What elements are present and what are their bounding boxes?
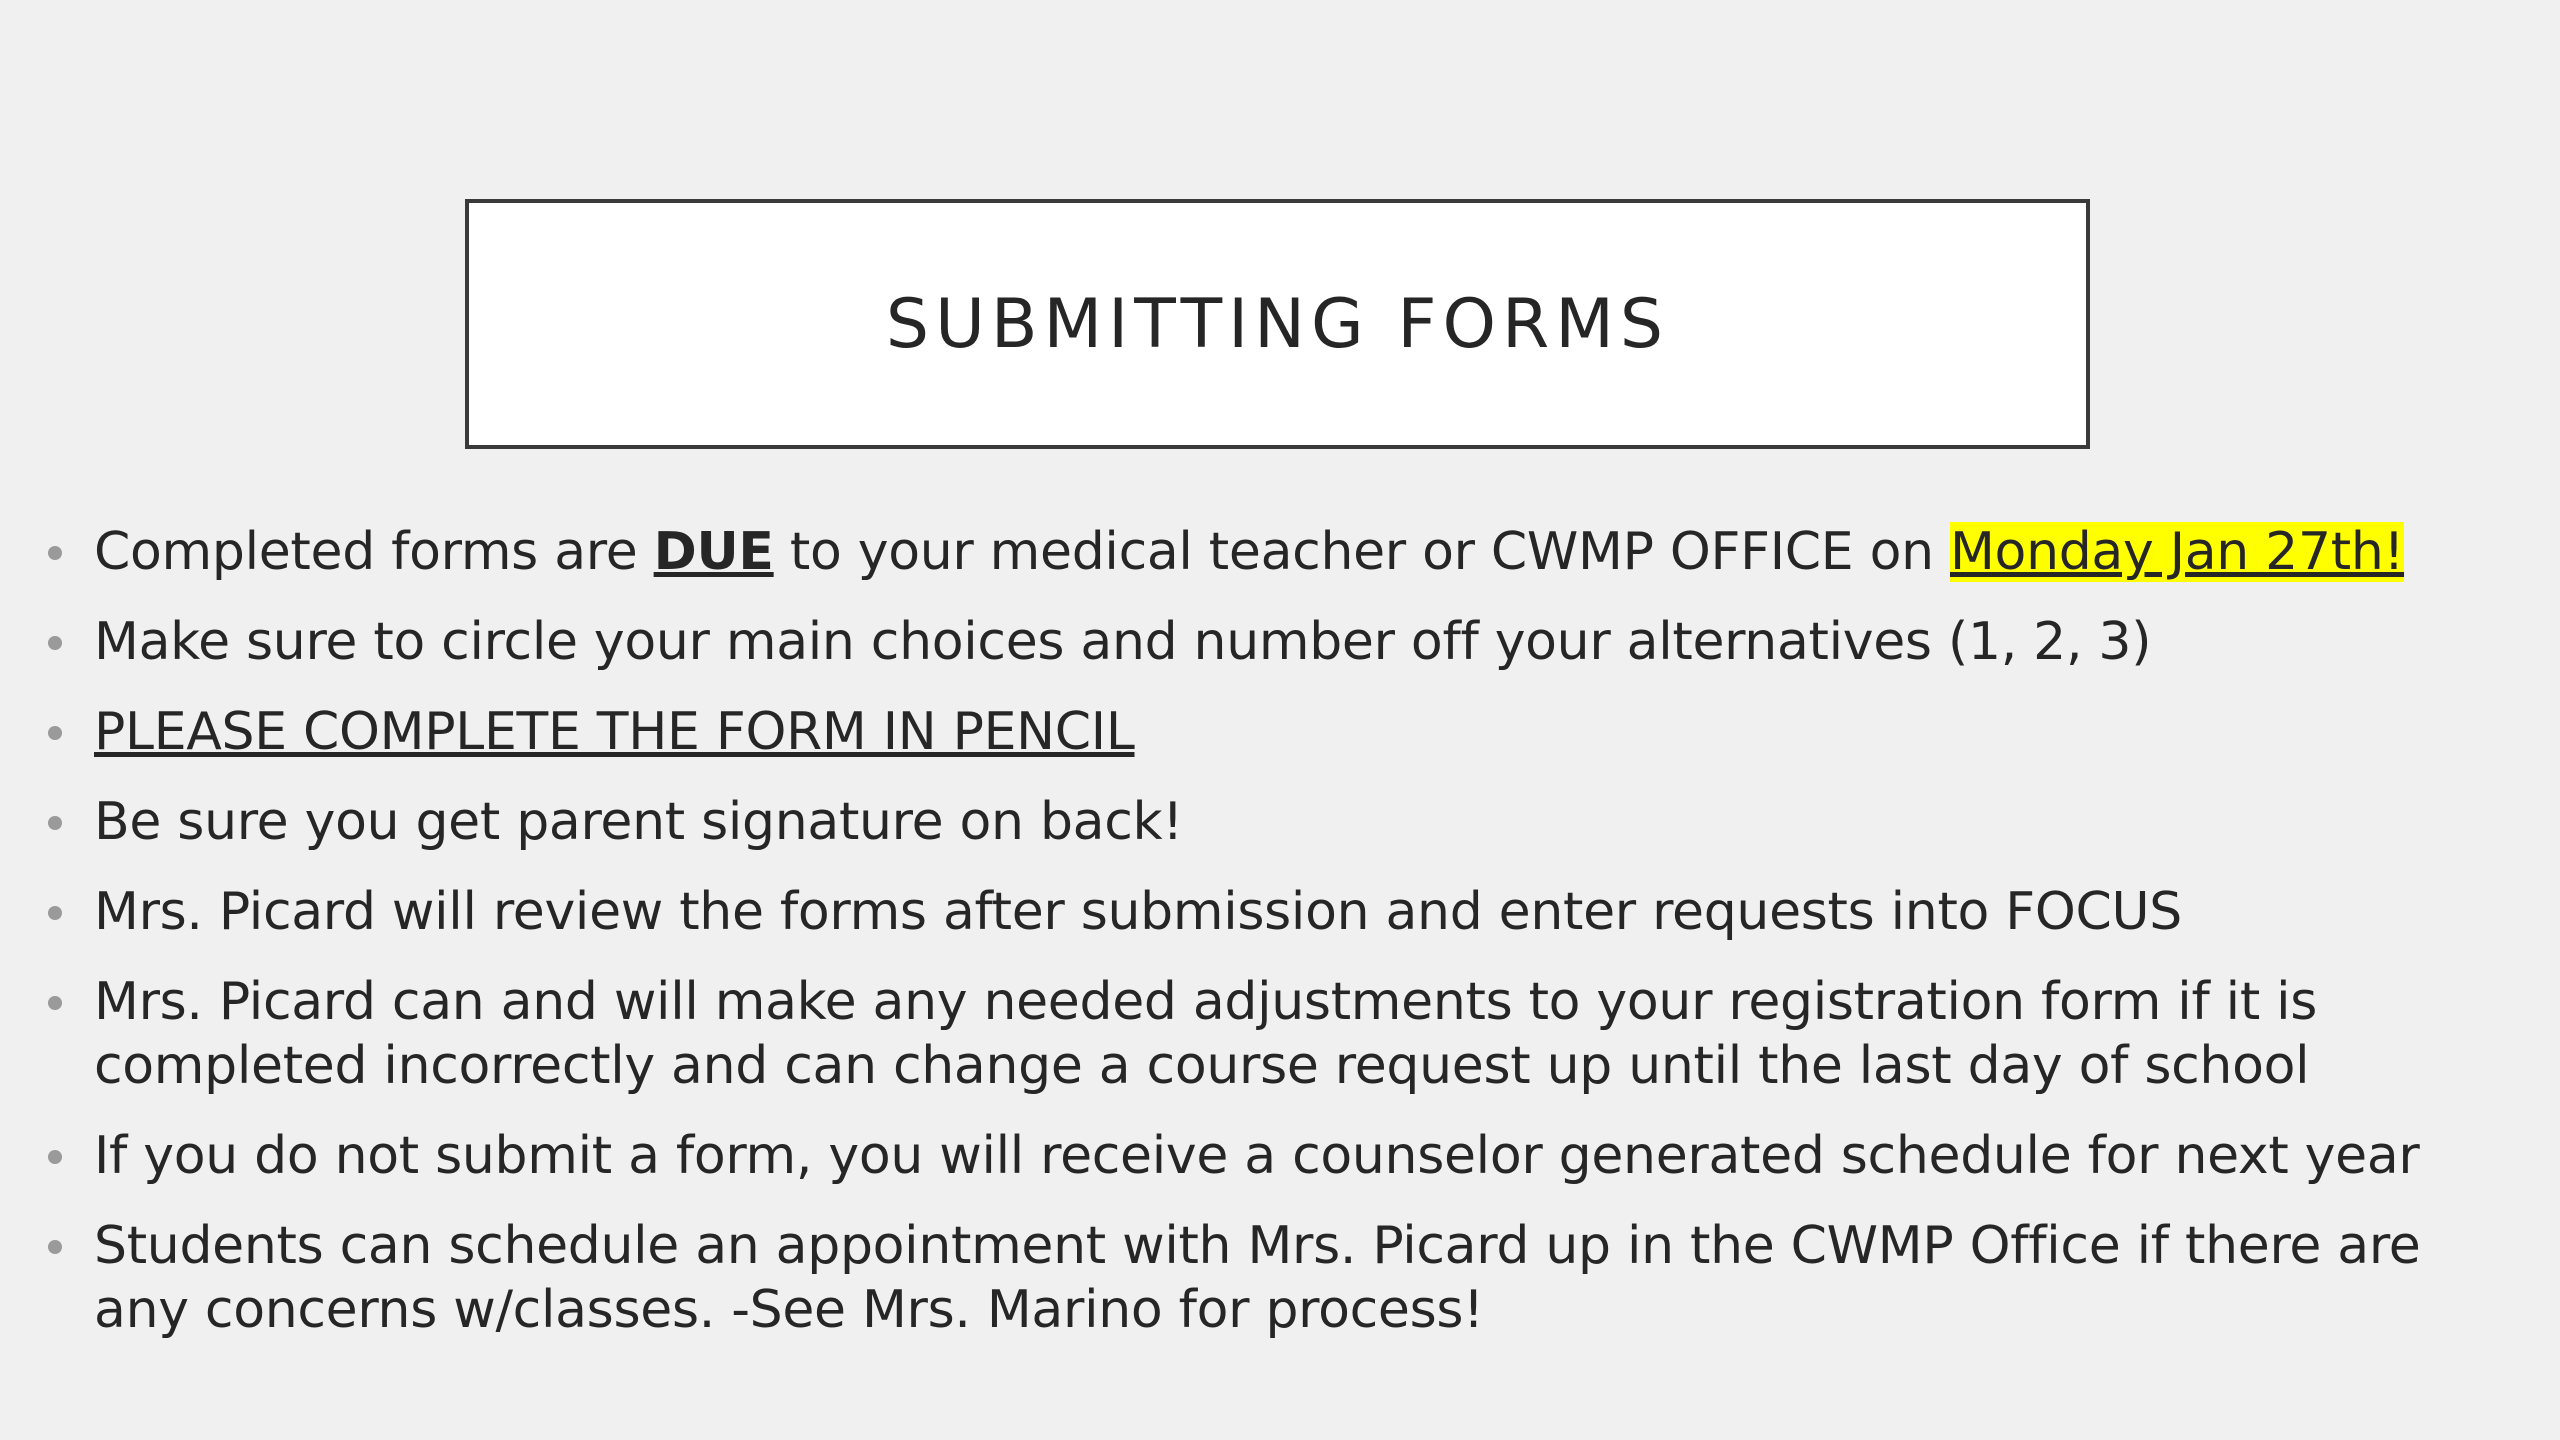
bullet-dot-icon: [48, 1150, 62, 1164]
bullet-item-pencil: [0, 700, 2560, 764]
bullet-text: Be sure you get parent signature on back!: [94, 792, 1183, 852]
bullet-item-appointment: [0, 1214, 2560, 1342]
bullet-text: Completed forms are: [94, 522, 654, 582]
bullet-dot-icon: [48, 636, 62, 650]
bullet-text: Make sure to circle your main choices and number off your alternatives (1, 2, 3): [94, 612, 2152, 672]
bullet-item-parent-signature: [0, 790, 2560, 854]
bullet-list: [0, 520, 2560, 1368]
bullet-dot-icon: [48, 546, 62, 560]
bullet-dot-icon: [48, 996, 62, 1010]
title-box: [465, 199, 2090, 449]
bullet-text: PLEASE COMPLETE THE FORM IN PENCIL: [94, 702, 1135, 762]
bullet-text: Students can schedule an appointment with Mrs. Picard up in the CWMP Office if there are any concerns w/classes. -See Mrs. Marino for process!: [94, 1216, 2421, 1340]
bullet-dot-icon: [48, 906, 62, 920]
bullet-item-circle-choices: [0, 610, 2560, 674]
due-date-highlight: Monday Jan 27th!: [1949, 522, 2405, 582]
bullet-dot-icon: [48, 1240, 62, 1254]
bullet-item-adjustments: [0, 970, 2560, 1098]
slide-title: SUBMITTING FORMS: [885, 284, 1670, 364]
bullet-text: Mrs. Picard can and will make any needed adjustments to your registration form if it is completed incorrectly and can change a course request up until the last day of school: [94, 972, 2318, 1096]
bullet-text: to your medical teacher or CWMP OFFICE on: [773, 522, 1950, 582]
bullet-item-due-date: [0, 520, 2560, 584]
bullet-dot-icon: [48, 816, 62, 830]
bullet-text: If you do not submit a form, you will receive a counselor generated schedule for next year: [94, 1126, 2420, 1186]
bullet-item-no-submission: [0, 1124, 2560, 1188]
bullet-item-review: [0, 880, 2560, 944]
due-emphasis: DUE: [653, 522, 774, 582]
bullet-dot-icon: [48, 726, 62, 740]
bullet-text: Mrs. Picard will review the forms after submission and enter requests into FOCUS: [94, 882, 2183, 942]
